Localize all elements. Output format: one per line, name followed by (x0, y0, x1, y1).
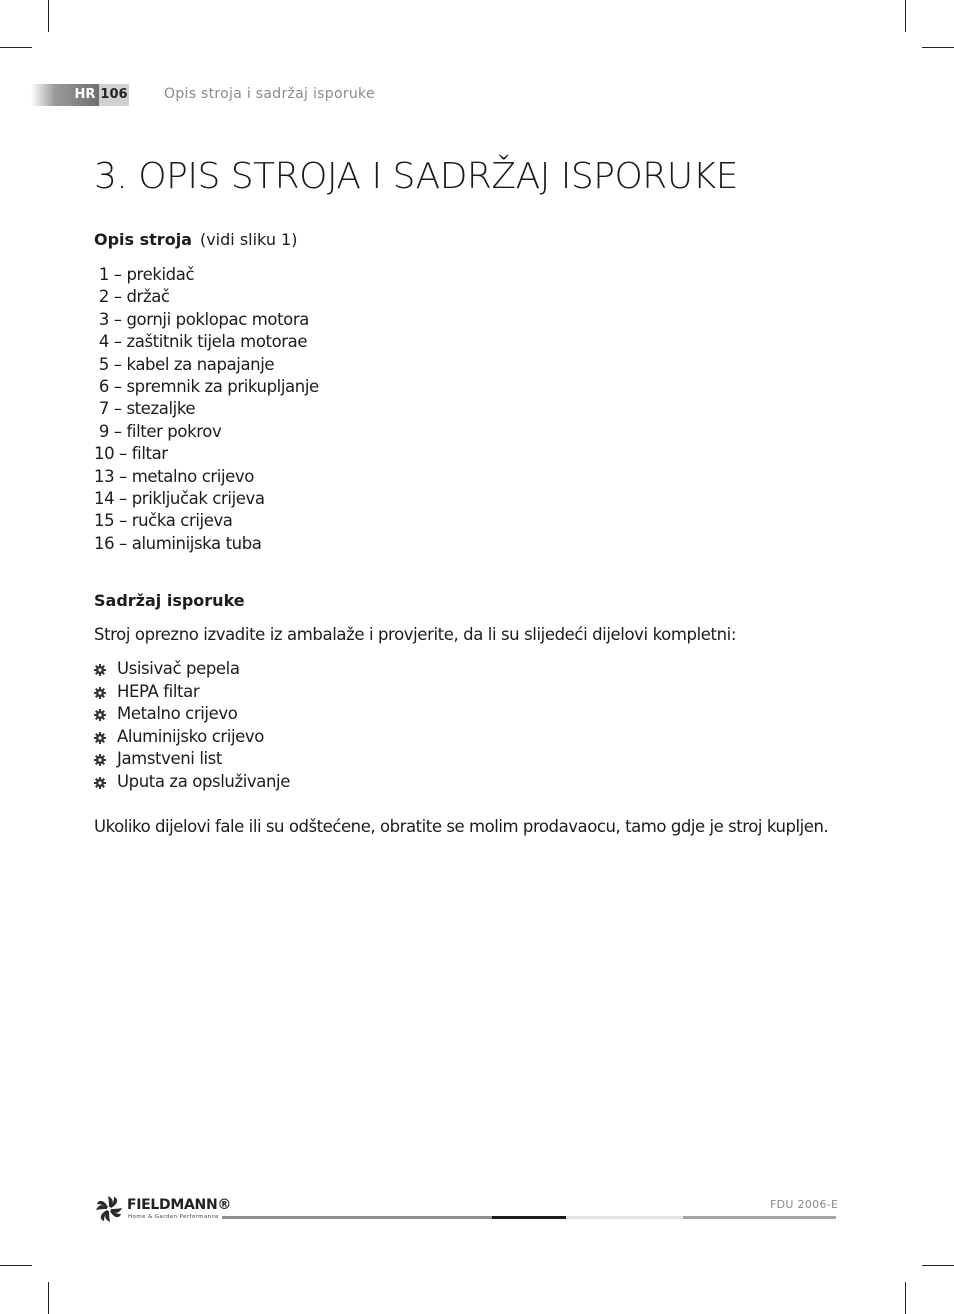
list-item: 10 – filtar (94, 444, 168, 464)
list-item: 1 – prekidač (94, 265, 195, 284)
machine-description-heading (94, 230, 297, 249)
model-number: FDU 2006-E (770, 1198, 839, 1211)
fieldmann-emblem-icon (94, 1194, 124, 1224)
delivery-note: Ukoliko dijelovi fale ili su odštećene, obratite se molim prodavaocu, tamo gdje je stroj kupljen. (94, 817, 829, 836)
crop-mark (922, 1265, 954, 1266)
list-item-label: Usisivač pepela (117, 659, 240, 678)
list-item-label: Aluminijsko crijevo (117, 726, 264, 746)
figure-reference: (vidi sliku 1) (199, 230, 298, 249)
footer-rule-segment (492, 1216, 566, 1219)
brand-name: FIELDMANN® (127, 1197, 232, 1213)
crop-mark (0, 47, 32, 48)
list-item: 3 – gornji poklopac motora (94, 309, 309, 329)
list-item (94, 726, 290, 749)
list-item (94, 658, 290, 681)
gear-bullet-icon (94, 687, 106, 699)
section-heading: Opis stroja (94, 230, 192, 249)
list-item: 4 – zaštitnik tijela motorae (94, 332, 308, 352)
list-item-label: Metalno crijevo (117, 704, 238, 723)
gear-bullet-icon (94, 777, 106, 789)
list-item (94, 681, 290, 704)
footer-rule-segment (683, 1216, 836, 1219)
list-item: 16 – aluminijska tuba (94, 533, 262, 553)
list-item (94, 703, 290, 726)
delivery-list (94, 658, 290, 793)
delivery-intro: Stroj oprezno izvadite iz ambalaže i provjerite, da li su slijedeći dijelovi kompletni: (94, 625, 736, 644)
delivery-heading: Sadržaj isporuke (94, 591, 245, 610)
list-item: 13 – metalno crijevo (94, 466, 254, 486)
running-title: Opis stroja i sadržaj isporuke (164, 86, 375, 102)
list-item-label: Jamstveni list (117, 749, 222, 768)
parts-list (94, 264, 319, 555)
gear-bullet-icon (94, 732, 106, 744)
crop-mark (48, 1282, 49, 1314)
list-item (94, 771, 290, 794)
footer-rule-segment (566, 1216, 683, 1219)
list-item: 7 – stezaljke (94, 399, 196, 419)
gear-bullet-icon (94, 754, 106, 766)
list-item: 5 – kabel za napajanje (94, 354, 275, 374)
crop-mark (905, 0, 906, 32)
list-item: 6 – spremnik za prikupljanje (94, 377, 319, 397)
crop-mark (922, 47, 954, 48)
gear-bullet-icon (94, 664, 106, 676)
list-item: 14 – priključak crijeva (94, 489, 265, 509)
crop-mark (0, 1265, 32, 1266)
crop-mark (905, 1282, 906, 1314)
page-number: 106 (99, 84, 129, 106)
list-item: 2 – držač (94, 287, 170, 307)
footer-rule-segment (222, 1216, 492, 1219)
list-item-label: Uputa za opsluživanje (117, 771, 290, 791)
page-title: 3. OPIS STROJA I SADRŽAJ ISPORUKE (94, 156, 739, 197)
gear-bullet-icon (94, 709, 106, 721)
list-item (94, 748, 290, 771)
list-item-label: HEPA filtar (117, 681, 200, 701)
page-header-tab (31, 84, 129, 106)
fieldmann-logo (94, 1193, 232, 1225)
list-item: 9 – filter pokrov (94, 421, 222, 441)
list-item: 15 – ručka crijeva (94, 511, 233, 531)
brand-tagline: Home & Garden Performance (128, 1214, 219, 1220)
language-code: HR (74, 87, 96, 102)
crop-mark (48, 0, 49, 32)
